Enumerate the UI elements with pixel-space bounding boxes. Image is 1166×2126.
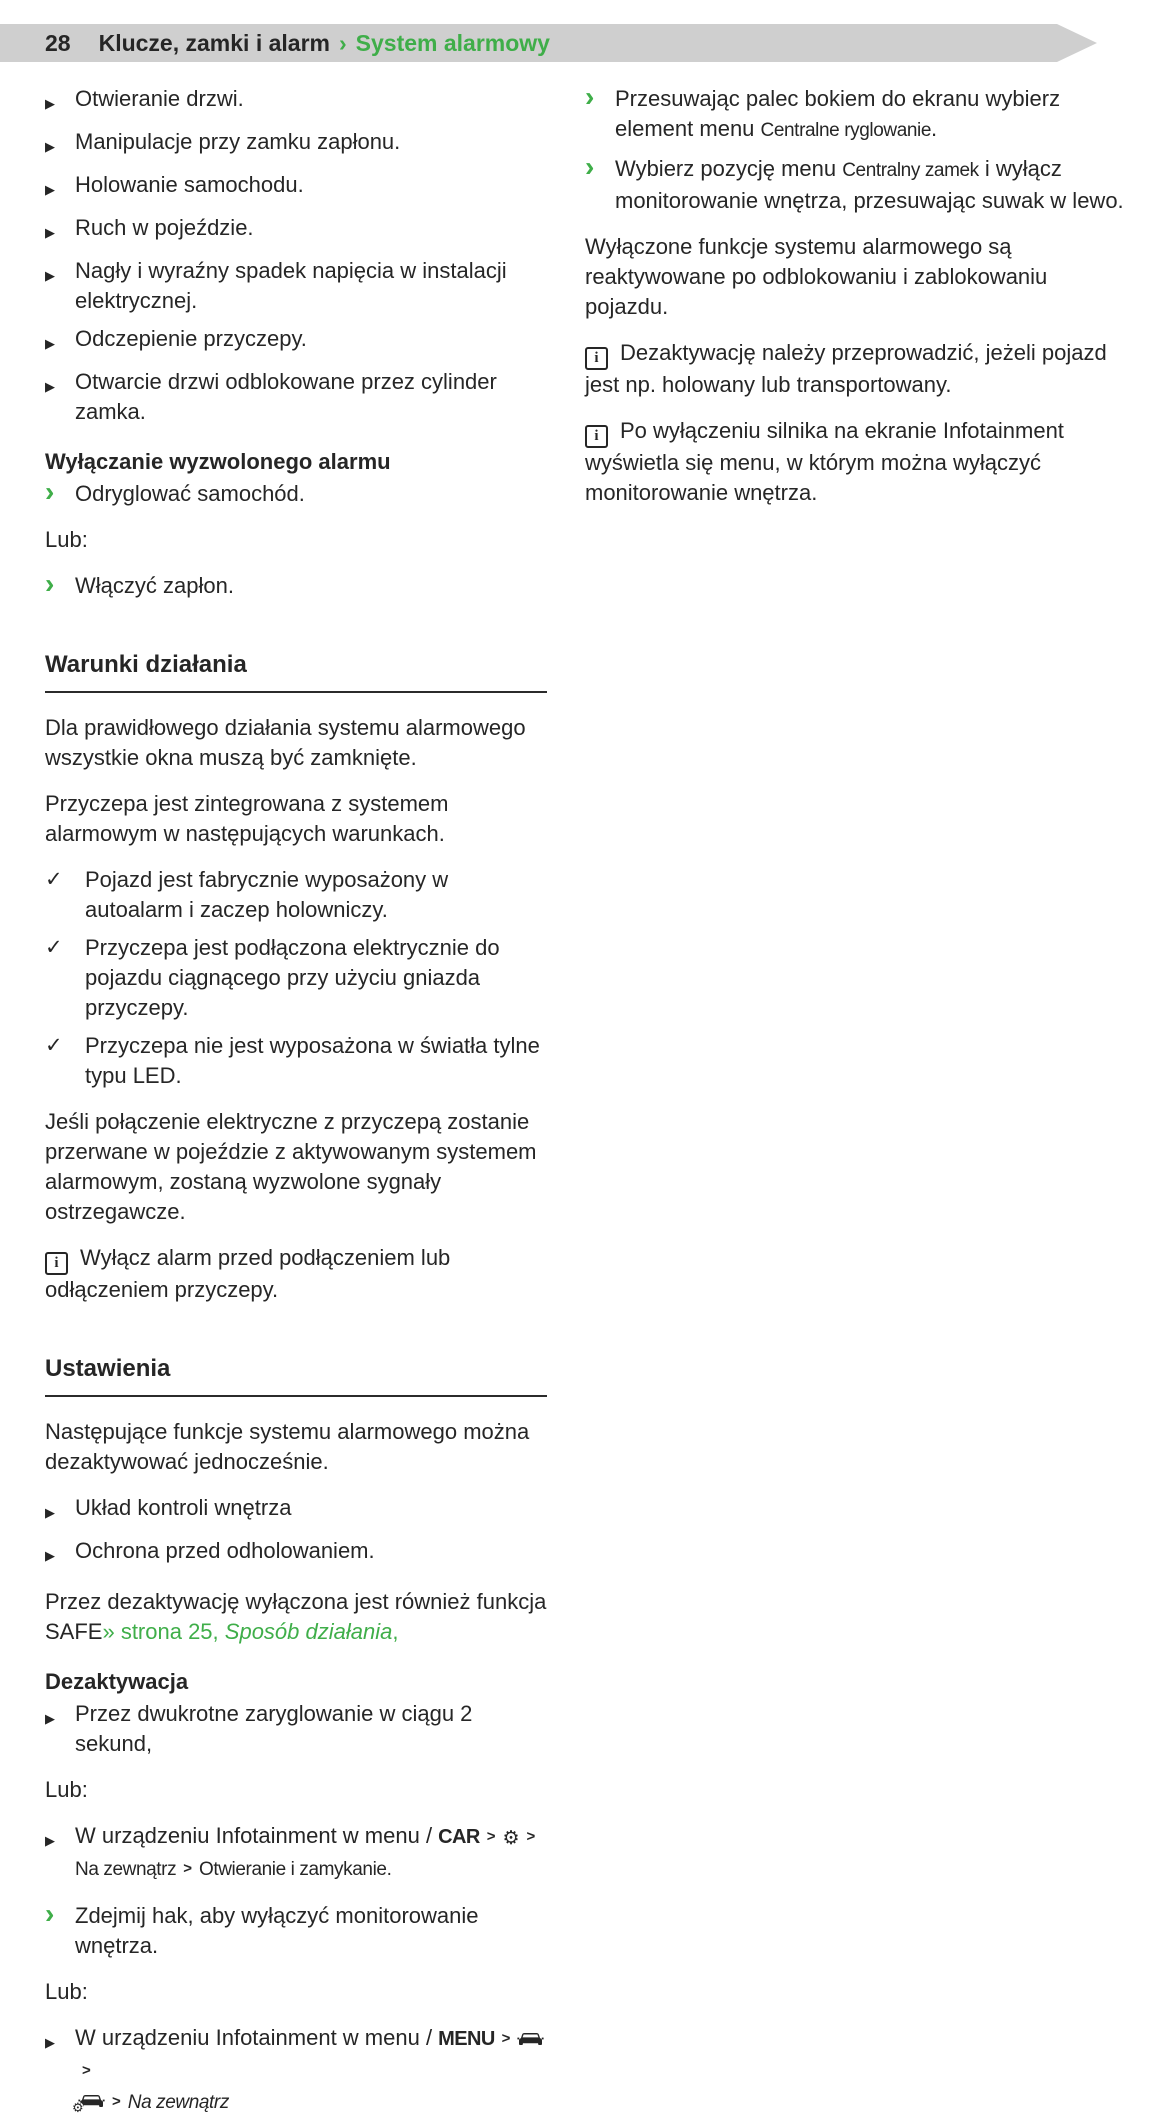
chevron-bullet-icon: › (585, 151, 595, 182)
menu-item-otwieranie: Otwieranie i zamykanie. (198, 1859, 392, 1880)
check-item-text: Przyczepa jest podłączona elektrycznie do pojazdu ciągnącego przy użyciu gniazda przyczepy. (85, 935, 500, 1020)
list-item-text: Otwarcie drzwi odblokowane przez cylinder zamka. (75, 369, 497, 424)
triangle-bullet-icon: ▶ (45, 379, 55, 394)
or-label: Lub: (45, 1777, 88, 1802)
conditions-check-list (45, 865, 547, 1091)
xref-title-text[interactable]: Sposób działania (224, 1619, 393, 1644)
paragraph: Wyłączone funkcje systemu alarmowego są reaktywowane po odblokowaniu i zablokowaniu pojazdu. (585, 234, 1048, 319)
header-band (0, 24, 1057, 62)
info-note-text: Po wyłączeniu silnika na ekranie Infotainment wyświetla się menu, w którym można wyłączyć monitorowanie wnętrza. (585, 418, 1064, 505)
deactivatable-functions-list (45, 1493, 547, 1571)
or-label: Lub: (45, 527, 88, 552)
paragraph-with-xref (45, 1587, 547, 1647)
info-icon: i (45, 1252, 68, 1275)
xref-comma: , (392, 1619, 399, 1644)
triangle-bullet-icon: ▶ (45, 1505, 55, 1520)
chevron-bullet-icon: › (45, 1898, 55, 1929)
list-item-text: Nagły i wyraźny spadek napięcia w instalacji elektrycznej. (75, 258, 507, 313)
step-item (45, 568, 547, 601)
triangle-bullet-icon: ▶ (45, 1833, 55, 1848)
subheading-dezaktywacja: Dezaktywacja (45, 1669, 189, 1694)
menu-item-centralny-zamek: Centralny zamek (842, 160, 979, 181)
step-text: Włączyć zapłon. (75, 573, 234, 598)
list-item-text: Ruch w pojeździe. (75, 215, 254, 240)
left-column (45, 84, 547, 2126)
checkmark-icon: ✓ (45, 868, 63, 891)
step-item (585, 81, 1125, 146)
triangle-bullet-icon: ▶ (45, 139, 55, 154)
triangle-bullet-icon: ▶ (45, 225, 55, 240)
menu-separator-icon: > (501, 2030, 511, 2047)
step-text: Odryglować samochód. (75, 481, 305, 506)
menu-separator-icon: > (526, 1828, 536, 1845)
paragraph: Następujące funkcje systemu alarmowego można dezaktywować jednocześnie. (45, 1419, 530, 1474)
list-item-text: Układ kontroli wnętrza (75, 1495, 292, 1520)
step-text-tail: . (931, 116, 938, 141)
info-note-text: Dezaktywację należy przeprowadzić, jeżeli pojazd jest np. holowany lub transportowany. (585, 340, 1107, 397)
or-label: Lub: (45, 1979, 88, 2004)
gear-icon: ⚙ (502, 1827, 520, 1849)
gear-icon: ⚙ (72, 2101, 84, 2116)
menu-path-intro: W urządzeniu Infotainment w menu / (75, 1823, 439, 1848)
menu-path-item-menu (45, 2023, 547, 2118)
section-title: System alarmowy (355, 29, 550, 56)
paragraph: Dla prawidłowego działania systemu alarmowego wszystkie okna muszą być zamknięte. (45, 715, 526, 770)
chevron-bullet-icon: › (45, 568, 55, 599)
list-item (45, 1536, 547, 1571)
check-item (45, 1031, 547, 1091)
list-item (45, 367, 547, 427)
paragraph: Jeśli połączenie elektryczne z przyczepą zostanie przerwane w pojeździe z aktywowanym systemem alarmowym, zostaną wyzwolone sygnały ostrzegawcze. (45, 1109, 537, 1224)
triangle-bullet-icon: ▶ (45, 336, 55, 351)
list-item-text: Manipulacje przy zamku zapłonu. (75, 129, 401, 154)
checkmark-icon: ✓ (45, 1034, 63, 1057)
list-item (45, 213, 547, 248)
menu-item-na-zewnatrz: Na zewnątrz (127, 2092, 229, 2113)
list-item-text: Przez dwukrotne zaryglowanie w ciągu 2 sekund, (75, 1701, 473, 1756)
paragraph: Przyczepa jest zintegrowana z systemem alarmowym w następujących warunkach. (45, 791, 449, 846)
menu-path-item-car (45, 1821, 547, 1885)
checkmark-icon: ✓ (45, 936, 63, 959)
list-item-text: Holowanie samochodu. (75, 172, 304, 197)
step-text: Wybierz pozycję menu (615, 156, 843, 181)
info-note-text: Wyłącz alarm przed podłączeniem lub odłączeniem przyczepy. (45, 1245, 451, 1302)
chapter-title: Klucze, zamki i alarm (98, 29, 330, 56)
section-heading-ustawienia: Ustawienia (45, 1355, 547, 1397)
car-settings-icon (72, 2093, 105, 2116)
step-text: Przesuwając palec bokiem do ekranu wybierz element menu (615, 86, 1061, 141)
step-text: Zdejmij hak, aby wyłączyć monitorowanie wnętrza. (75, 1903, 479, 1958)
step-item (585, 151, 1125, 216)
triangle-bullet-icon: ▶ (45, 182, 55, 197)
list-item (45, 256, 547, 316)
chevron-bullet-icon: › (585, 81, 595, 112)
info-note (45, 1243, 547, 1305)
section-heading-warunki: Warunki działania (45, 651, 547, 693)
check-item (45, 933, 547, 1023)
list-item-text: Ochrona przed odholowaniem. (75, 1538, 375, 1563)
menu-separator-icon: > (112, 2093, 121, 2110)
list-item-text: Odczepienie przyczepy. (75, 326, 307, 351)
menu-separator-icon: > (486, 1828, 496, 1845)
check-item (45, 865, 547, 925)
info-note (585, 416, 1125, 508)
info-icon: i (585, 425, 608, 448)
menu-separator-icon: > (183, 1860, 192, 1877)
list-item (45, 324, 547, 359)
info-note (585, 338, 1125, 400)
breadcrumb-chevron-icon: › (338, 29, 347, 56)
menu-item-na-zewnatrz: Na zewnątrz (75, 1859, 177, 1880)
triangle-bullet-icon: ▶ (45, 1711, 55, 1726)
list-item (45, 170, 547, 205)
list-item (45, 1493, 547, 1528)
step-item (45, 1898, 547, 1961)
list-item-text: Otwieranie drzwi. (75, 86, 244, 111)
triangle-bullet-icon: ▶ (45, 268, 55, 283)
subheading-alarm-off: Wyłączanie wyzwolonego alarmu (45, 449, 391, 474)
xref-page-text[interactable]: » strona 25, (102, 1619, 225, 1644)
right-column (585, 81, 1125, 524)
paragraph-text: Przez dezaktywację wyłączona jest również funkcja SAFE (45, 1589, 547, 1644)
check-item-text: Pojazd jest fabrycznie wyposażony w autoalarm i zaczep holowniczy. (85, 867, 449, 922)
triangle-bullet-icon: ▶ (45, 1548, 55, 1563)
menu-item-centralne-ryglowanie: Centralne ryglowanie (760, 120, 932, 141)
step-text-tail: i wyłącz monitorowanie wnętrza, przesuwając suwak w lewo. (615, 156, 1124, 213)
check-item-text: Przyczepa nie jest wyposażona w światła tylne typu LED. (85, 1033, 540, 1088)
trigger-causes-list (45, 84, 547, 427)
step-item (45, 476, 547, 509)
cross-reference-link[interactable] (102, 1619, 392, 1644)
triangle-bullet-icon: ▶ (45, 96, 55, 111)
info-icon: i (585, 347, 608, 370)
menu-separator-icon: > (82, 2062, 91, 2079)
list-item (45, 84, 547, 119)
list-item (45, 1699, 547, 1759)
menu-key-car: CAR (438, 1826, 480, 1848)
list-item (45, 127, 547, 162)
page-number: 28 (45, 29, 71, 56)
menu-path-intro: W urządzeniu Infotainment w menu / (75, 2025, 439, 2050)
triangle-bullet-icon: ▶ (45, 2035, 55, 2050)
car-icon (517, 2025, 544, 2055)
chevron-bullet-icon: › (45, 476, 55, 507)
menu-key-menu: MENU (438, 2028, 495, 2050)
